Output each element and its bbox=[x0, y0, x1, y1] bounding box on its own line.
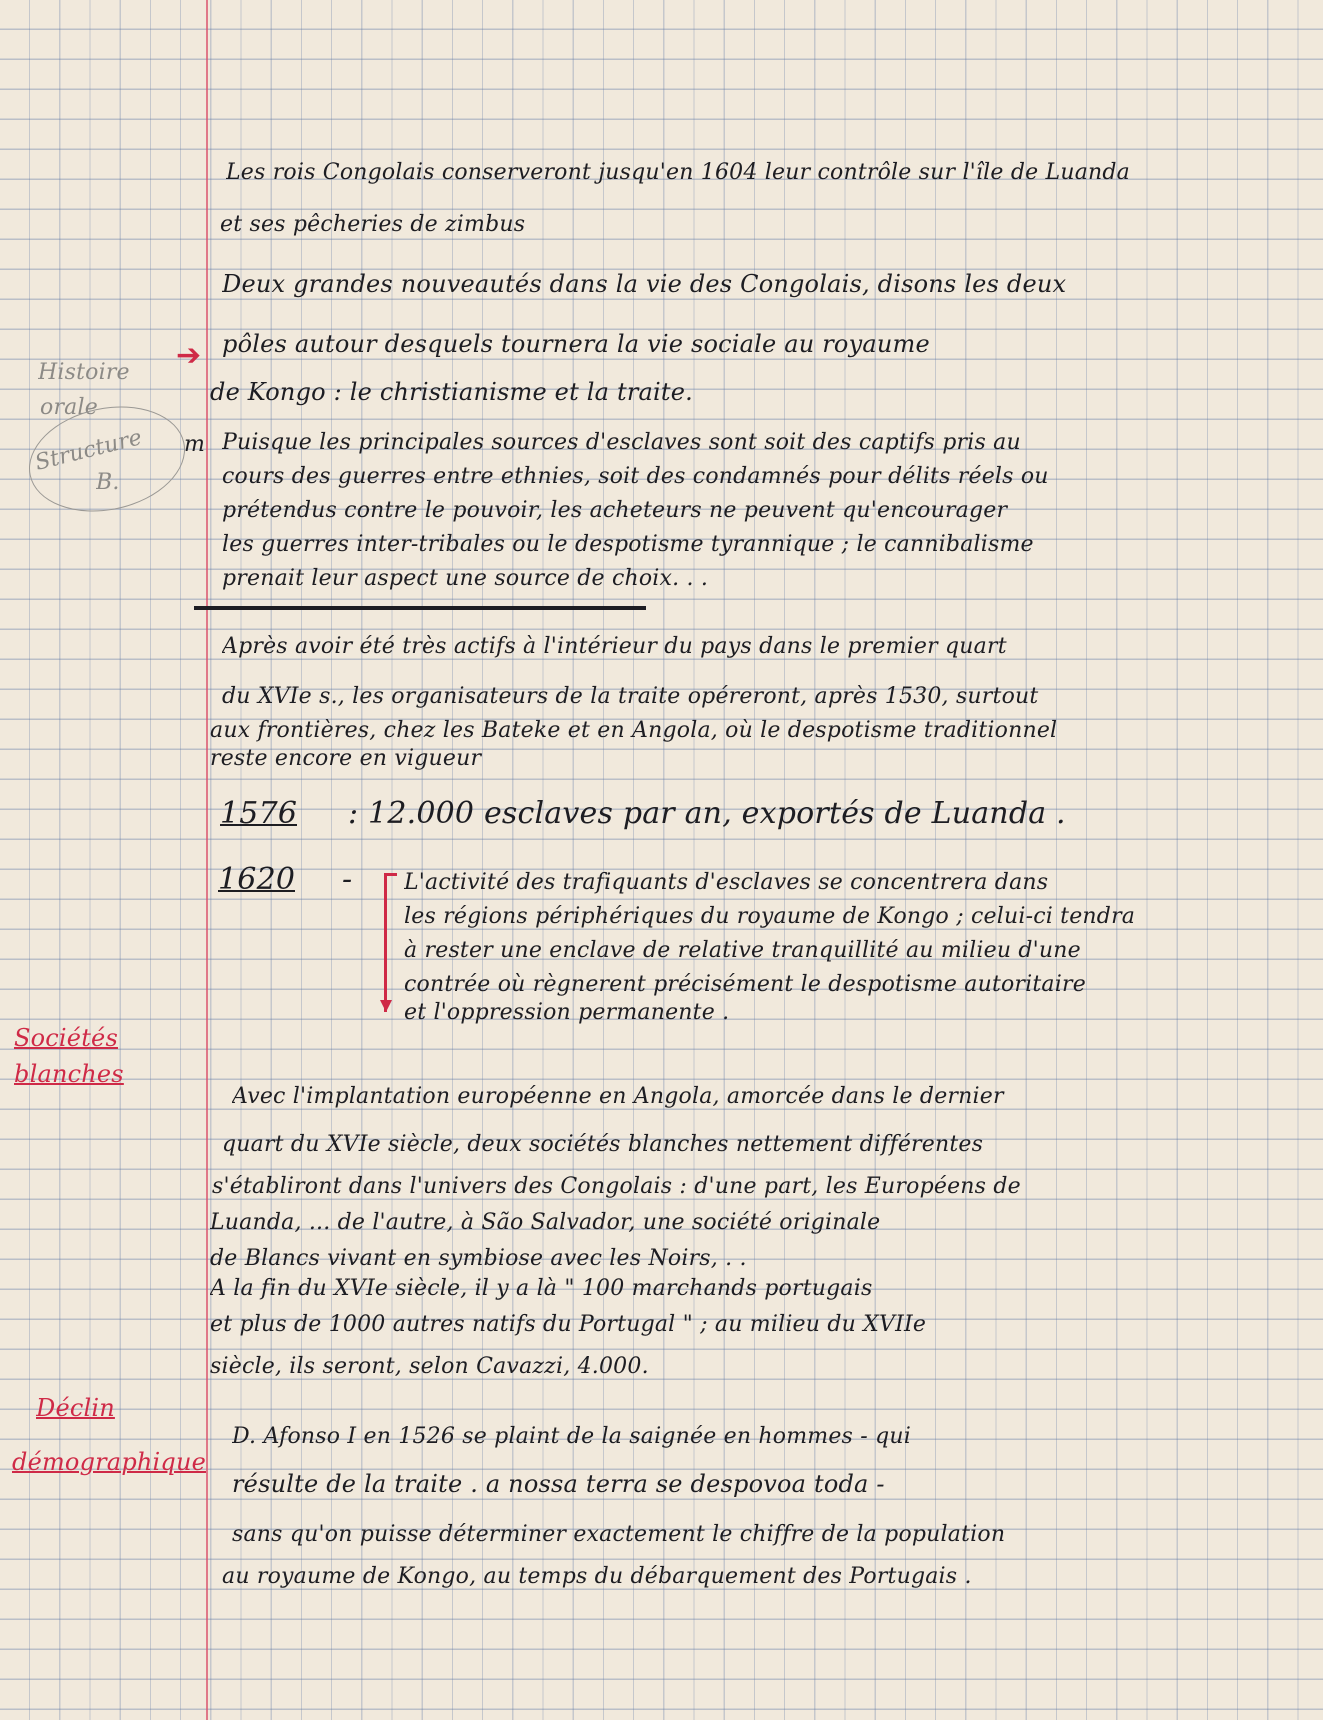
text-line: prétendus contre le pouvoir, les acheteurs ne peuvent qu'encourager bbox=[222, 498, 1008, 523]
pencil-note-line: B. bbox=[96, 470, 120, 495]
text-line: A la fin du XVIe siècle, il y a là " 100 marchands portugais bbox=[210, 1276, 873, 1301]
text-line: siècle, ils seront, selon Cavazzi, 4.000. bbox=[210, 1354, 649, 1379]
text-line: aux frontières, chez les Bateke et en Angola, où le despotisme traditionnel bbox=[210, 718, 1058, 743]
text-line: L'activité des trafiquants d'esclaves se concentrera dans bbox=[404, 870, 1049, 895]
text-line: contrée où règnerent précisément le despotisme autoritaire bbox=[404, 972, 1086, 997]
margin-mark: m bbox=[184, 432, 206, 457]
red-bracket-mark bbox=[384, 873, 397, 1012]
pencil-note-line: orale bbox=[40, 395, 98, 420]
text-line: Puisque les principales sources d'esclaves sont soit des captifs pris au bbox=[222, 430, 1021, 455]
text-line: les régions périphériques du royaume de Kongo ; celui-ci tendra bbox=[404, 904, 1136, 929]
text-line: quart du XVIe siècle, deux sociétés blanches nettement différentes bbox=[222, 1132, 984, 1157]
red-note-line: démographique bbox=[12, 1448, 207, 1476]
entry-year-1620: 1620 bbox=[218, 862, 296, 897]
red-bracket-arrow-icon bbox=[380, 1000, 392, 1012]
text-line: de Blancs vivant en symbiose avec les Noirs, . . bbox=[210, 1246, 747, 1271]
entry-year-1576: 1576 bbox=[220, 796, 298, 831]
entry-dash-1620: - bbox=[342, 862, 353, 897]
text-line: Luanda, ... de l'autre, à São Salvador, une société originale bbox=[210, 1210, 881, 1235]
red-note-line: blanches bbox=[14, 1060, 124, 1088]
red-note-line: Sociétés bbox=[14, 1024, 118, 1052]
text-line: les guerres inter-tribales ou le despotisme tyrannique ; le cannibalisme bbox=[222, 532, 1034, 557]
text-line: Avec l'implantation européenne en Angola, amorcée dans le dernier bbox=[232, 1084, 1004, 1109]
text-line: et plus de 1000 autres natifs du Portugal " ; au milieu du XVIIe bbox=[210, 1312, 927, 1337]
text-line: résulte de la traite . a nossa terra se despovoa toda - bbox=[232, 1470, 885, 1498]
text-line: et ses pêcheries de zimbus bbox=[220, 212, 526, 237]
text-line: du XVIe s., les organisateurs de la traite opéreront, après 1530, surtout bbox=[222, 684, 1039, 709]
text-line: de Kongo : le christianisme et la traite. bbox=[210, 378, 693, 406]
text-line: à rester une enclave de relative tranquillité au milieu d'une bbox=[404, 938, 1081, 963]
text-line: au royaume de Kongo, au temps du débarquement des Portugais . bbox=[222, 1564, 972, 1589]
pencil-note-line: Histoire bbox=[38, 360, 130, 385]
text-line: Après avoir été très actifs à l'intérieur du pays dans le premier quart bbox=[222, 634, 1007, 659]
text-line: Les rois Congolais conserveront jusqu'en 1604 leur contrôle sur l'île de Luanda bbox=[226, 160, 1130, 185]
pencil-note-line: Structure bbox=[32, 425, 145, 476]
entry-text-1576: : 12.000 esclaves par an, exportés de Luanda . bbox=[348, 796, 1066, 831]
text-line: cours des guerres entre ethnies, soit des condamnés pour délits réels ou bbox=[222, 464, 1049, 489]
text-line: sans qu'on puisse déterminer exactement le chiffre de la population bbox=[232, 1522, 1006, 1547]
text-line: Deux grandes nouveautés dans la vie des Congolais, disons les deux bbox=[222, 270, 1067, 298]
text-line: et l'oppression permanente . bbox=[404, 1000, 730, 1025]
section-divider bbox=[194, 606, 646, 610]
margin-line bbox=[206, 0, 208, 1720]
text-line: pôles autour desquels tournera la vie sociale au royaume bbox=[222, 330, 930, 358]
red-note-line: Déclin bbox=[36, 1394, 115, 1422]
text-line: prenait leur aspect une source de choix. . . bbox=[222, 566, 709, 591]
text-line: s'établiront dans l'univers des Congolais : d'une part, les Européens de bbox=[212, 1174, 1021, 1199]
text-line: reste encore en vigueur bbox=[210, 746, 482, 771]
red-arrow-icon: ➔ bbox=[176, 338, 202, 373]
text-line: D. Afonso I en 1526 se plaint de la saignée en hommes - qui bbox=[232, 1424, 911, 1449]
